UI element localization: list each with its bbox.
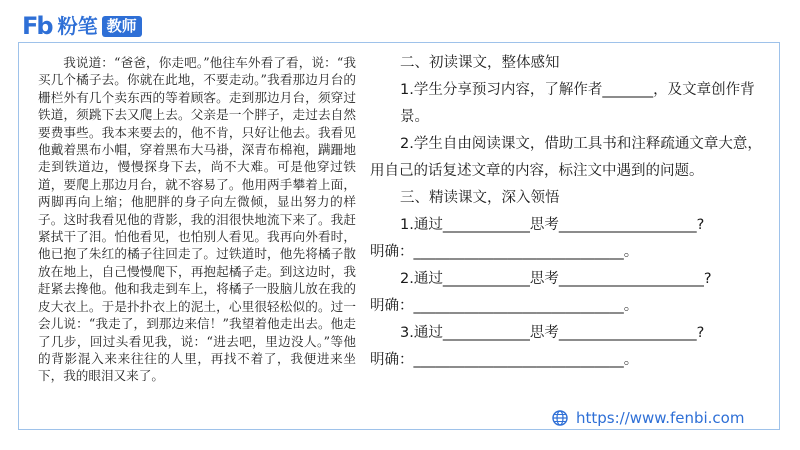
- section3-heading: 三、精读课文，深入领悟: [400, 190, 560, 206]
- globe-icon: [552, 410, 568, 426]
- logo-mark: Fb: [22, 12, 52, 40]
- logo-badge: 教师: [102, 16, 142, 37]
- answer-2: 明确：_____________________________。: [370, 298, 639, 314]
- section2-item2: 2.学生自由阅读课文，借助工具书和注释疏通文章大意，用自己的话复述文章的内容，标注文中遇到的问题。: [370, 136, 762, 179]
- question-1: 1.通过____________思考___________________?: [400, 217, 705, 233]
- answer-1: 明确：_____________________________。: [370, 244, 639, 260]
- fenbi-logo: [22, 10, 212, 42]
- footer-url: [552, 407, 744, 429]
- url-text[interactable]: https://www.fenbi.com: [576, 409, 745, 427]
- answer-3: 明确：_____________________________。: [370, 352, 639, 368]
- question-2: 2.通过____________思考____________________?: [400, 271, 712, 287]
- logo-name: 粉笔: [57, 14, 98, 38]
- question-3: 3.通过____________思考___________________?: [400, 325, 705, 341]
- lesson-plan: [370, 50, 770, 374]
- section2-item1: 1.学生分享预习内容，了解作者_______，及文章创作背景。: [400, 82, 755, 125]
- passage-text: 我说道：“爸爸，你走吧。”他往车外看了看，说：“我买几个橘子去。你就在此地，不要走动。”我看那边月台的栅栏外有几个卖东西的等着顾客。走到那边月台，须穿过铁道，须跳下去又爬上去。父亲是一个胖子，走过去自然要费事些。我本来要去的，他不肯，只好让他去。我看见他戴着黑布小帽，穿着黑布大马褂，深青布棉袍，蹒跚地走到铁道边，慢慢探身下去，尚不大难。可是他穿过铁道，要爬上那边月台，就不容易了。他用两手攀着上面，两脚再向上缩；他肥胖的身子向左微倾，显出努力的样子。这时我看见他的背影，我的泪很快地流下来了。我赶紧拭干了泪。怕他看见，也怕别人看见。我再向外看时，他已抱了朱红的橘子往回走了。过铁道时，他先将橘子散放在地上，自己慢慢爬下，再抱起橘子走。到这边时，我赶紧去搀他。他和我走到车上，将橘子一股脑儿放在我的皮大衣上。于是扑扑衣上的泥土，心里很轻松似的。过一会儿说：“我走了，到那边来信！”我望着他走出去。他走了几步，回过头看见我，说：“进去吧，里边没人。”等他的背影混入来来往往的人里，再找不着了，我便进来坐下，我的眼泪又来了。: [38, 55, 356, 384]
- section2-heading: 二、初读课文，整体感知: [400, 55, 560, 71]
